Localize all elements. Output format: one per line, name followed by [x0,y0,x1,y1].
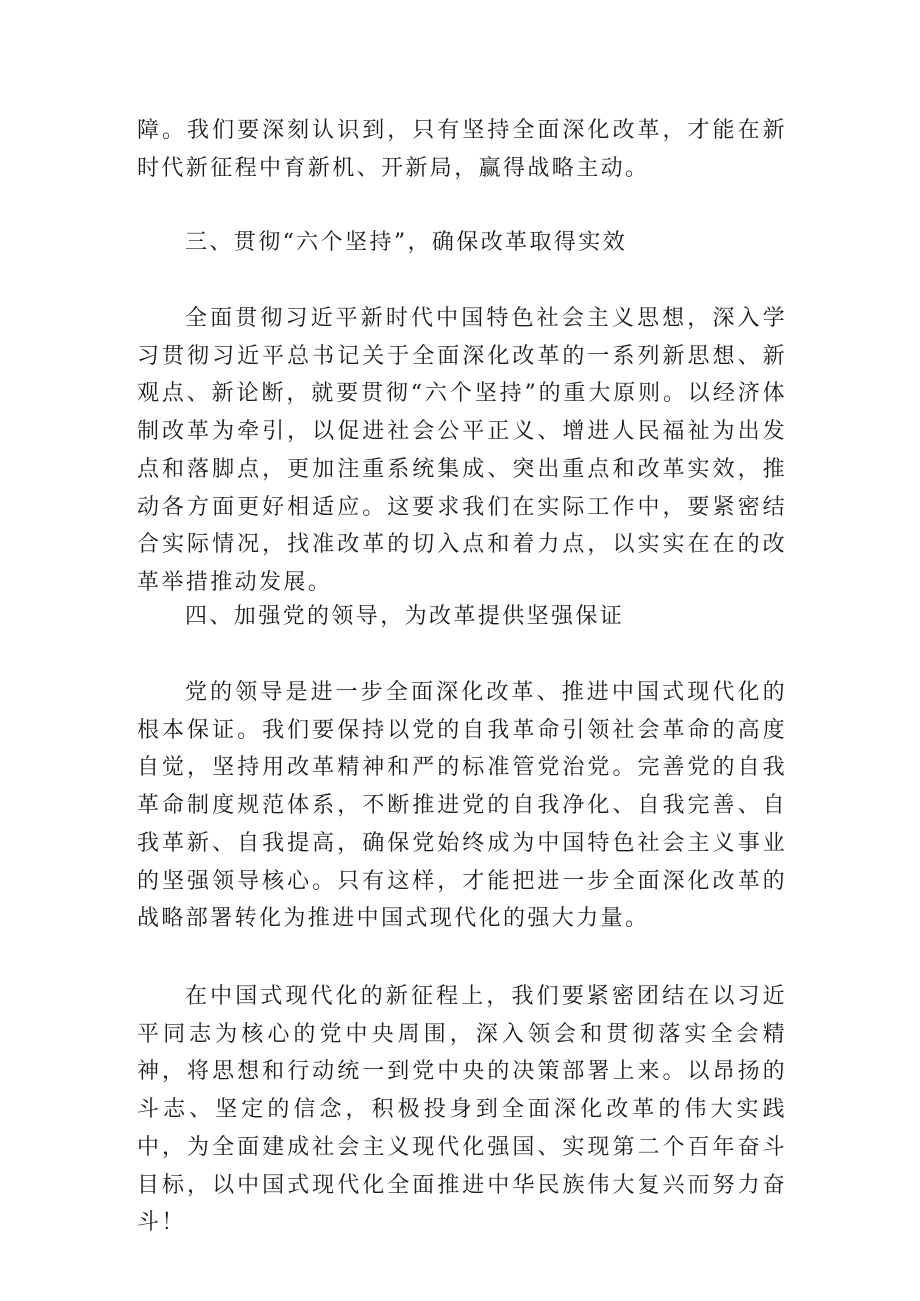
section-four-paragraph: 党的领导是进一步全面深化改革、推进中国式现代化的根本保证。我们要保持以党的自我革命引领社会革命的高度自觉，坚持用改革精神和严的标准管党治党。完善党的自我革命制度规范体系，不断推进党的自我净化、自我完善、自我革新、自我提高，确保党始终成为中国特色社会主义事业的坚强领导核心。只有这样，才能把进一步全面深化改革的战略部署转化为推进中国式现代化的强大力量。 [137,680,787,932]
section-three-paragraph: 全面贯彻习近平新时代中国特色社会主义思想，深入学习贯彻习近平总书记关于全面深化改革的一系列新思想、新观点、新论断，就要贯彻“六个坚持”的重大原则。以经济体制改革为牵引，以促进社会公平正义、增进人民福祉为出发点和落脚点，更加注重系统集成、突出重点和改革实效，推动各方面更好相适应。这要求我们在实际工作中，要紧密结合实际情况，找准改革的切入点和着力点，以实实在在的改革举措推动发展。 [137,306,787,595]
closing-paragraph: 在中国式现代化的新征程上，我们要紧密团结在以习近平同志为核心的党中央周围，深入领会和贯彻落实全会精神，将思想和行动统一到党中央的决策部署上来。以昂扬的斗志、坚定的信念，积极投身到全面深化改革的伟大实践中，为全面建成社会主义现代化强国、实现第二个百年奋斗目标，以中国式现代化全面推进中华民族伟大复兴而努力奋斗！ [137,984,787,1236]
section-three-heading: 三、贯彻“六个坚持”，确保改革取得实效 [185,230,628,255]
intro-paragraph: 障。我们要深刻认识到，只有坚持全面深化改革，才能在新时代新征程中育新机、开新局，赢得战略主动。 [137,118,787,181]
section-four-heading: 四、加强党的领导，为改革提供坚强保证 [185,604,625,629]
